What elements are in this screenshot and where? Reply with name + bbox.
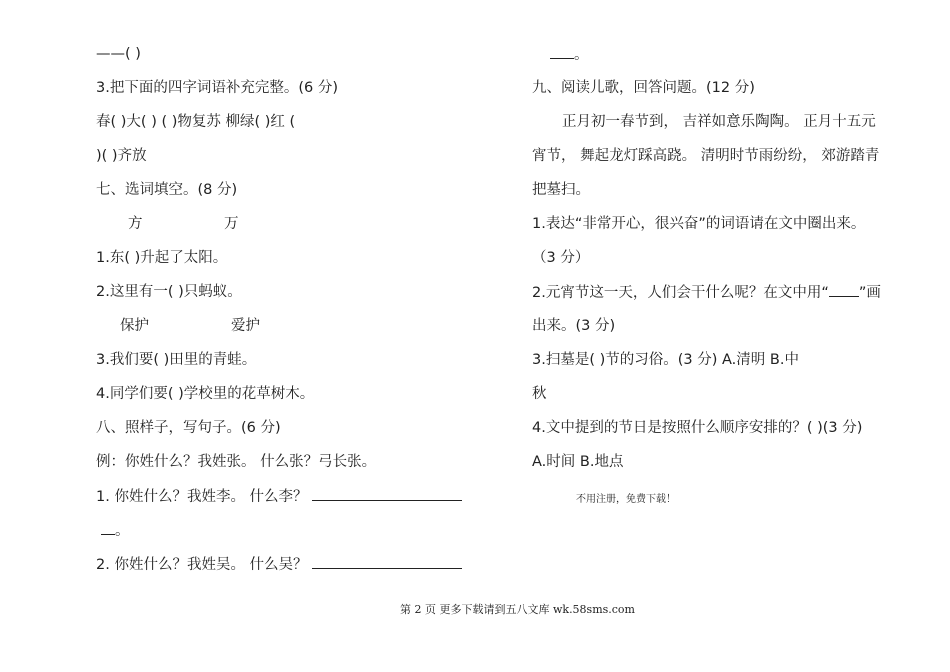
- poem-line: 正月初一春节到， 吉祥如意乐陶陶。 正月十五元: [562, 114, 876, 130]
- poem-line: 把墓扫。: [532, 182, 590, 198]
- question-line: 1.东( )升起了太阳。: [96, 250, 228, 266]
- section-heading: 九、阅读儿歌，回答问题。(12 分): [532, 80, 755, 96]
- text-line: [101, 520, 130, 541]
- period-text: 。: [574, 47, 589, 63]
- period-text: 。: [115, 523, 130, 539]
- question-text: 1. 你姓什么？我姓李。 什么李？: [96, 489, 308, 505]
- section-heading: 3.把下面的四字词语补充完整。(6 分): [96, 80, 338, 96]
- example-line: 例：你姓什么？我姓张。 什么张？弓长张。: [96, 454, 377, 470]
- answer-blank: [101, 520, 115, 535]
- question-text-end: ”画: [858, 285, 881, 301]
- section-heading: 八、照样子，写句子。(6 分): [96, 420, 281, 436]
- word-option: 方: [128, 216, 143, 232]
- question-line: 4.文中提到的节日是按照什么顺序安排的？( )(3 分): [532, 420, 863, 436]
- question-line: 3.扫墓是( )节的习俗。(3 分) A.清明 B.中: [532, 352, 799, 368]
- question-line: [532, 282, 881, 303]
- text-line: 出来。(3 分): [532, 318, 616, 334]
- answer-options: A.时间 B.地点: [532, 454, 624, 470]
- answer-blank: [550, 44, 574, 59]
- page-footer: 第 2 页 更多下载请到五八文库 wk.58sms.com: [400, 603, 635, 616]
- word-option: 保护: [120, 318, 149, 334]
- answer-blank: [312, 486, 462, 501]
- answer-blank: [829, 282, 859, 297]
- question-line: 4.同学们要( )学校里的花草树木。: [96, 386, 315, 402]
- text-line: )( )齐放: [96, 148, 147, 164]
- question-text: 2.元宵节这一天，人们会干什么呢？在文中用“: [532, 285, 829, 301]
- question-line: 3.我们要( )田里的青蛙。: [96, 352, 257, 368]
- word-option: 爱护: [231, 318, 260, 334]
- question-line: [96, 486, 462, 507]
- notice-text: 不用注册，免费下载！: [576, 494, 676, 505]
- question-line: [96, 554, 462, 575]
- text-line: 秋: [532, 386, 547, 402]
- word-option: 万: [224, 216, 239, 232]
- poem-line: 宵节， 舞起龙灯踩高跷。 清明时节雨纷纷， 郊游踏青: [532, 148, 880, 164]
- question-line: 1.表达“非常开心，很兴奋”的词语请在文中圈出来。: [532, 216, 866, 232]
- answer-blank: [312, 554, 462, 569]
- text-line: ——( ): [96, 46, 141, 62]
- text-line: [550, 44, 589, 65]
- section-heading: 七、选词填空。(8 分): [96, 182, 238, 198]
- question-text: 2. 你姓什么？我姓吴。 什么吴？: [96, 557, 308, 573]
- question-line: 2.这里有一( )只蚂蚁。: [96, 284, 242, 300]
- text-line: （3 分）: [532, 250, 590, 266]
- text-line: 春( )大( ) ( )物复苏 柳绿( )红 (: [96, 114, 296, 130]
